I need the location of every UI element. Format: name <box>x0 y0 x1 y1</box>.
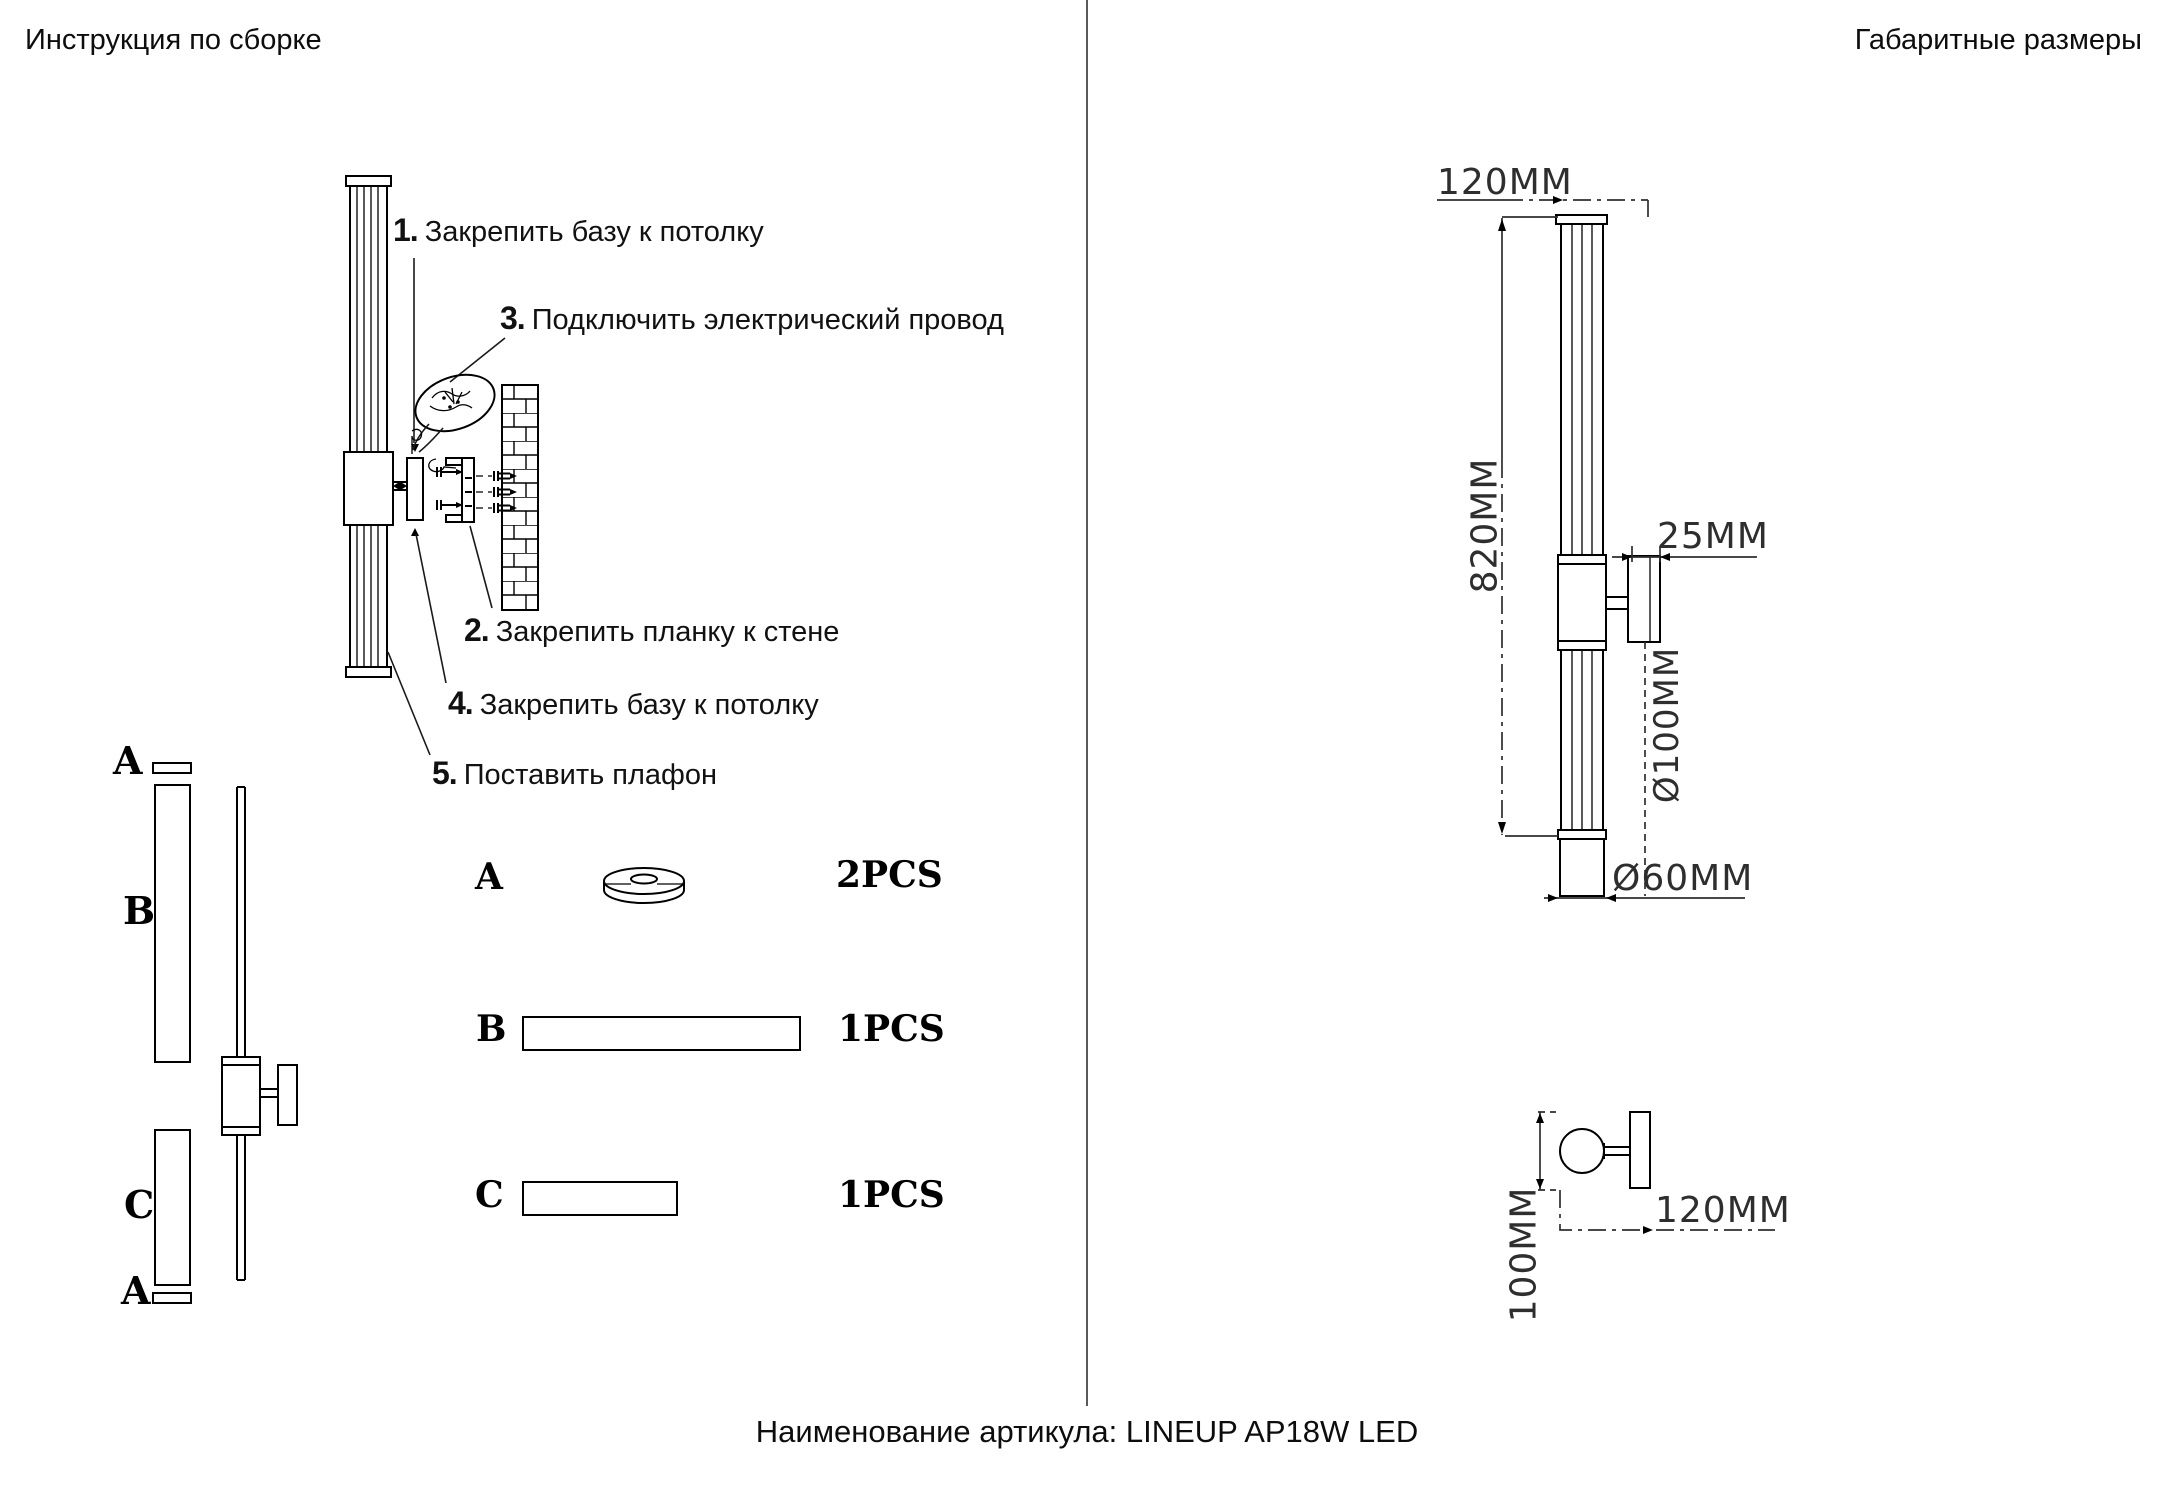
step-5-number: 5. <box>432 755 457 791</box>
part-b-qty: 1PCS <box>838 1008 945 1050</box>
exploded-label-top-cap: A <box>113 738 143 783</box>
dim-lower-section: Ø100MM <box>1647 646 1687 804</box>
step-4-label: Закрепить базу к потолку <box>479 689 819 721</box>
wall-screws <box>476 471 517 513</box>
dimension-lamp-drawing <box>1556 215 1660 896</box>
dim-total-height: 820MM <box>1464 457 1506 594</box>
step-3 <box>500 300 1004 337</box>
wall-mount-cylinder <box>393 444 423 536</box>
part-a-qty: 2PCS <box>836 854 943 896</box>
step-2 <box>464 612 839 649</box>
parts-list-shapes <box>523 868 800 1215</box>
part-b-label: B <box>476 1008 507 1050</box>
assembled-lamp-drawing <box>344 176 393 677</box>
step-3-number: 3. <box>500 300 525 336</box>
step-5-label: Поставить плафон <box>463 759 718 791</box>
exploded-view <box>153 763 297 1303</box>
step-5 <box>432 755 717 792</box>
step-1-label: Закрепить базу к потолку <box>424 216 764 248</box>
page-title-assembly: Инструкция по сборке <box>25 24 322 56</box>
dim-top-offset: 120MM <box>1437 162 1573 203</box>
dim-bracket-height: 100MM <box>1503 1186 1545 1323</box>
page-title-dimensions: Габаритные размеры <box>1854 24 2142 56</box>
part-a-label: A <box>475 856 503 898</box>
article-name: Наименование артикула: LINEUP AP18W LED <box>755 1414 1419 1449</box>
step-4 <box>448 685 819 722</box>
exploded-label-long-tube: B <box>123 888 156 933</box>
part-c-label: C <box>475 1174 504 1216</box>
step-2-label: Закрепить планку к стене <box>495 616 840 648</box>
dim-plate-depth: 25MM <box>1657 516 1769 557</box>
exploded-label-short-tube: C <box>124 1182 155 1227</box>
step-4-number: 4. <box>448 685 473 721</box>
brick-wall <box>502 385 538 610</box>
step-1 <box>393 212 764 249</box>
exploded-label-bottom-cap: A <box>121 1268 151 1313</box>
part-c-qty: 1PCS <box>838 1174 945 1216</box>
step-2-number: 2. <box>464 612 489 648</box>
dim-bracket-depth: 120MM <box>1655 1190 1791 1231</box>
step-leader-lines <box>388 258 505 755</box>
dim-tube-diameter: Ø60MM <box>1612 858 1754 899</box>
step-3-label: Подключить электрический провод <box>531 304 1004 336</box>
step-1-number: 1. <box>393 212 418 248</box>
